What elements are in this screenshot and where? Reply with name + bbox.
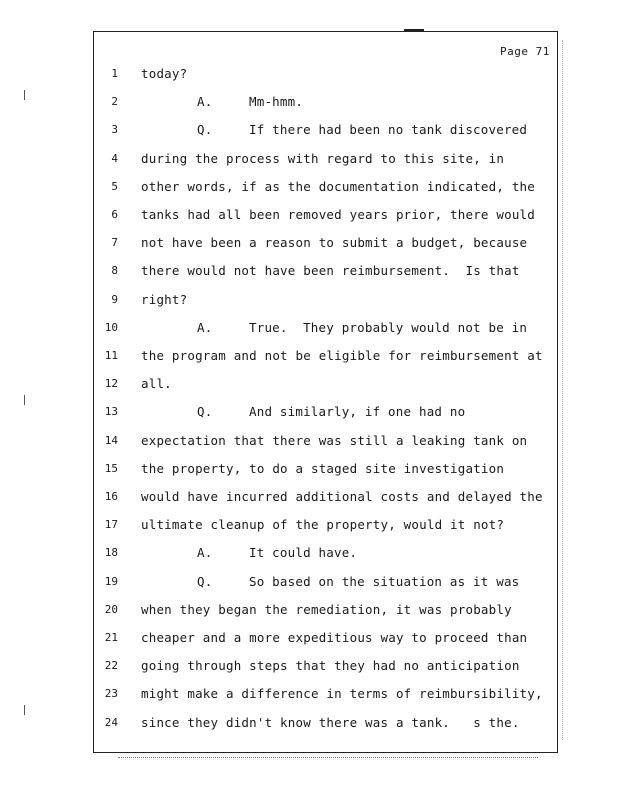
transcript-line [197,574,519,589]
speech-text: And similarly, if one had no [249,404,466,420]
scan-artifact-right [562,40,564,740]
transcript-line: the program and not be eligible for reimbursement at [141,348,543,363]
speech-text: If there had been no tank discovered [249,122,528,138]
line-number: 22 [104,659,118,673]
line-number: 20 [104,602,118,616]
transcript-line: there would not have been reimbursement. Is that [141,263,520,279]
speech-text: It could have. [249,545,358,561]
speech-text: So based on the situation as it was [249,573,520,589]
transcript-line: might make a difference in terms of reimbursibility, [141,686,543,702]
top-rule [404,29,424,31]
speaker-label: A. [197,94,213,110]
transcript-line: not have been a reason to submit a budget, because [141,235,528,251]
page-number: Page 71 [500,45,550,58]
line-number: 24 [104,715,118,729]
line-number: 1 [111,67,118,80]
transcript-line: tanks had all been removed years prior, there would [141,207,536,222]
transcript-line: today? [141,66,188,81]
speaker-label: A. [197,319,213,335]
line-number: 12 [104,377,118,391]
line-number: 7 [111,236,118,250]
transcript-line [197,94,303,109]
line-number: 19 [104,574,118,588]
transcript-line: during the process with regard to this site, in [141,150,505,166]
transcript-line [197,122,527,137]
line-number: 11 [104,349,118,362]
transcript-line: cheaper and a more expeditious way to proceed than [141,630,528,645]
transcript-line: since they didn't know there was a tank. s the. [141,714,520,730]
transcript-line: the property, to do a staged site investigation [141,460,505,476]
line-number: 2 [111,95,118,109]
scan-mark [24,395,25,405]
line-number: 4 [111,151,118,165]
transcript-line: all. [141,376,172,392]
speaker-label: Q. [197,122,213,138]
line-number: 8 [111,264,118,278]
transcript-line: other words, if as the documentation indicated, the [141,178,536,194]
transcript-line [197,545,357,560]
line-number: 14 [104,433,118,447]
line-number: 16 [104,490,118,503]
scan-artifact-bottom [118,757,538,759]
transcript-line: ultimate cleanup of the property, would it not? [141,517,505,533]
line-number: 3 [111,123,118,137]
line-number: 18 [104,546,118,560]
transcript-line [197,320,527,335]
line-number: 17 [104,518,118,532]
line-number: 6 [111,208,118,221]
line-number: 21 [104,631,118,644]
transcript-line: would have incurred additional costs and delayed the [141,489,543,504]
line-number: 10 [104,320,118,334]
line-number: 9 [111,292,118,306]
line-number: 13 [104,405,118,419]
speech-text: Mm-hmm. [249,94,304,110]
transcript-line: expectation that there was still a leaking tank on [141,432,528,448]
transcript-line [197,404,465,419]
speaker-label: Q. [197,573,213,589]
speech-text: True. They probably would not be in [249,319,528,335]
line-number: 23 [104,687,118,701]
transcript-line: right? [141,291,188,307]
speaker-label: Q. [197,404,213,420]
line-number: 5 [111,179,118,193]
transcript-line: when they began the remediation, it was probably [141,601,512,617]
transcript-line: going through steps that they had no anticipation [141,658,520,674]
speaker-label: A. [197,545,213,561]
scan-mark [24,705,25,715]
line-number: 15 [104,461,118,475]
scan-mark [24,90,25,100]
